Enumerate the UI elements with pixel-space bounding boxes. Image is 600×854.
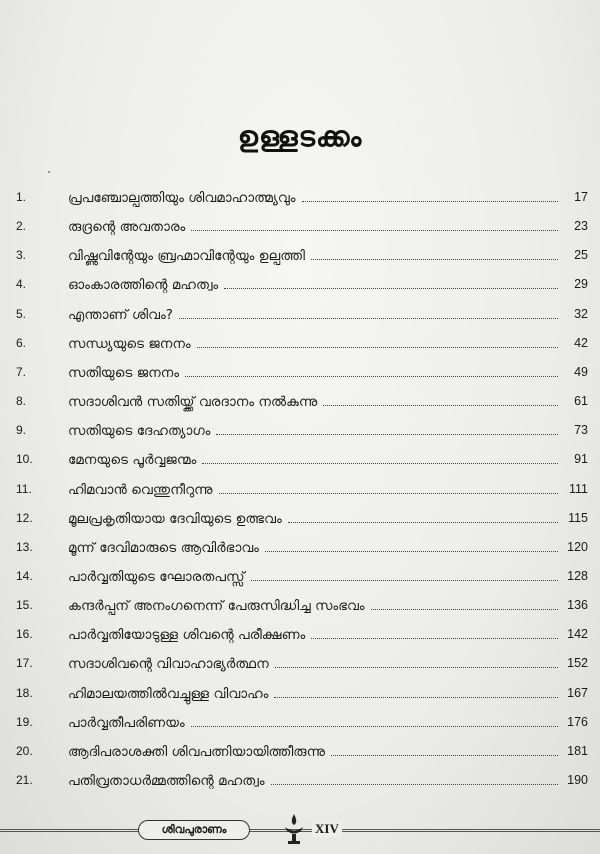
entry-title: സന്ധ്യയുടെ ജനനം xyxy=(68,335,191,352)
entry-page-number: 73 xyxy=(574,423,588,438)
entry-title: പാർവ്വതിയുടെ ഘോരതപസ്സ് xyxy=(68,568,245,585)
toc-entry xyxy=(0,598,600,620)
toc-entry xyxy=(0,627,600,649)
dot-leader xyxy=(331,754,558,756)
entry-title: പതിവ്രതാധർമ്മത്തിന്റെ മഹത്വം xyxy=(68,773,265,789)
entry-title: സദാശിവന്റെ വിവാഹാഭ്യർത്ഥന xyxy=(68,656,269,673)
footer-book-name: ശിവപുരാണം xyxy=(138,820,250,840)
toc-entry xyxy=(0,394,600,416)
toc-entry xyxy=(0,773,600,795)
entry-title: സതിയുടെ ജനനം xyxy=(68,364,180,381)
dot-leader xyxy=(224,287,558,289)
entry-page-number: 176 xyxy=(567,714,588,729)
entry-number: 3. xyxy=(16,248,27,263)
dot-leader xyxy=(219,492,558,494)
toc-entry xyxy=(0,656,600,678)
entry-page-number: 181 xyxy=(567,743,588,758)
entry-title: പാർവ്വതീപരിണയം xyxy=(68,714,185,731)
entry-page-number: 120 xyxy=(567,539,588,554)
entry-page-number: 136 xyxy=(567,598,588,613)
entry-title: ആദിപരാശക്തി ശിവപത്നിയായിത്തീരുന്നു xyxy=(68,743,326,760)
dot-leader xyxy=(302,200,558,202)
page-title: ഉള്ളടക്കം xyxy=(237,120,363,153)
dot-leader xyxy=(191,229,558,231)
entry-page-number: 29 xyxy=(574,277,588,292)
dot-leader xyxy=(197,346,558,348)
entry-title: പാർവ്വതിയോടുള്ള ശിവന്റെ പരീക്ഷണം xyxy=(68,627,306,644)
dot-leader xyxy=(265,550,558,552)
entry-page-number: 167 xyxy=(567,685,588,700)
dot-leader xyxy=(179,317,558,319)
dot-leader xyxy=(202,462,558,464)
entry-number: 11. xyxy=(16,481,32,496)
entry-page-number: 115 xyxy=(568,510,588,525)
entry-title: സതിയുടെ ദേഹത്യാഗം xyxy=(68,423,211,440)
entry-number: 2. xyxy=(16,219,27,234)
entry-title: സദാശിവൻ സതിയ്ക്ക് വരദാനം നൽകുന്നു xyxy=(68,394,318,411)
toc-entry xyxy=(0,744,600,766)
entry-title: മേനയുടെ പൂർവ്വജന്മം xyxy=(68,452,197,469)
entry-page-number: 142 xyxy=(567,627,588,642)
dot-leader xyxy=(251,579,558,581)
dot-leader xyxy=(274,696,558,698)
entry-page-number: 61 xyxy=(574,394,588,409)
entry-number: 18. xyxy=(16,685,33,700)
entry-number: 6. xyxy=(16,335,27,350)
entry-title: കന്ദർപ്പന് അനംഗനെന്ന് പേരുസിദ്ധിച്ച സംഭവം xyxy=(68,598,365,615)
dot-leader xyxy=(311,637,558,639)
entry-page-number: 17 xyxy=(574,190,588,204)
entry-title: രുദ്രന്റെ അവതാരം xyxy=(68,219,186,236)
entry-title: പ്രപഞ്ചോല്പത്തിയും ശിവമാഹാത്മ്യവും xyxy=(68,190,296,206)
toc-entry xyxy=(0,307,600,329)
entry-page-number: 190 xyxy=(567,773,588,787)
entry-page-number: 23 xyxy=(574,219,588,234)
dot-leader xyxy=(185,375,558,377)
entry-number: 12. xyxy=(16,510,33,525)
entry-title: ഹിമവാൻ വെന്തുനീറുന്നു xyxy=(68,481,213,498)
entry-number: 9. xyxy=(16,423,27,438)
entry-title: എന്താണ് ശിവം? xyxy=(68,306,173,323)
toc-entry xyxy=(0,365,600,387)
entry-number: 5. xyxy=(16,306,27,321)
entry-page-number: 49 xyxy=(574,364,588,379)
entry-page-number: 91 xyxy=(574,452,588,467)
toc-entry xyxy=(0,482,600,504)
toc-entry xyxy=(0,336,600,358)
speck xyxy=(48,171,50,173)
entry-page-number: 111 xyxy=(568,481,588,496)
toc-entry xyxy=(0,190,600,212)
entry-number: 19. xyxy=(16,714,33,729)
entry-number: 1. xyxy=(16,190,27,204)
page-footer xyxy=(0,812,600,854)
dot-leader xyxy=(371,608,558,610)
toc-entry xyxy=(0,540,600,562)
toc-entry xyxy=(0,686,600,708)
entry-number: 8. xyxy=(16,394,27,409)
dot-leader xyxy=(275,666,558,668)
entry-title: ഹിമാലയത്തിൽവച്ചുള്ള വിവാഹം xyxy=(68,685,269,702)
entry-page-number: 25 xyxy=(574,248,588,263)
entry-title: ഓംകാരത്തിന്റെ മഹത്വം xyxy=(68,277,219,294)
entry-number: 17. xyxy=(16,656,33,671)
entry-page-number: 32 xyxy=(574,306,588,321)
dot-leader xyxy=(216,433,558,435)
toc-entry xyxy=(0,452,600,474)
entry-number: 10. xyxy=(16,452,33,467)
entry-number: 13. xyxy=(16,539,33,554)
entry-number: 7. xyxy=(16,364,27,379)
toc-entry xyxy=(0,423,600,445)
entry-title: മൂലപ്രകൃതിയായ ദേവിയുടെ ഉത്ഭവം xyxy=(68,510,282,527)
entry-title: വിഷ്ണുവിന്റേയും ബ്രഹ്മാവിന്റേയും ഉല്പത്തി xyxy=(68,248,305,265)
oil-lamp-icon xyxy=(282,812,306,848)
toc-entry xyxy=(0,219,600,241)
entry-page-number: 152 xyxy=(567,656,588,671)
dot-leader xyxy=(311,258,558,260)
entry-number: 21. xyxy=(16,773,33,787)
toc-entry xyxy=(0,248,600,270)
dot-leader xyxy=(271,783,558,785)
dot-leader xyxy=(323,404,558,406)
dot-leader xyxy=(288,521,558,523)
footer-page-number: XIV xyxy=(312,821,342,837)
entry-title: മൂന്ന് ദേവിമാരുടെ ആവിർഭാവം xyxy=(68,539,259,556)
entry-number: 20. xyxy=(16,743,33,758)
entry-page-number: 128 xyxy=(567,568,588,583)
toc-entry xyxy=(0,511,600,533)
toc-entry xyxy=(0,715,600,737)
entry-number: 4. xyxy=(16,277,27,292)
entry-number: 16. xyxy=(16,627,33,642)
toc-entry xyxy=(0,569,600,591)
dot-leader xyxy=(191,725,558,727)
entry-page-number: 42 xyxy=(574,335,588,350)
entry-number: 14. xyxy=(16,568,33,583)
toc-entry xyxy=(0,277,600,299)
entry-number: 15. xyxy=(16,598,33,613)
